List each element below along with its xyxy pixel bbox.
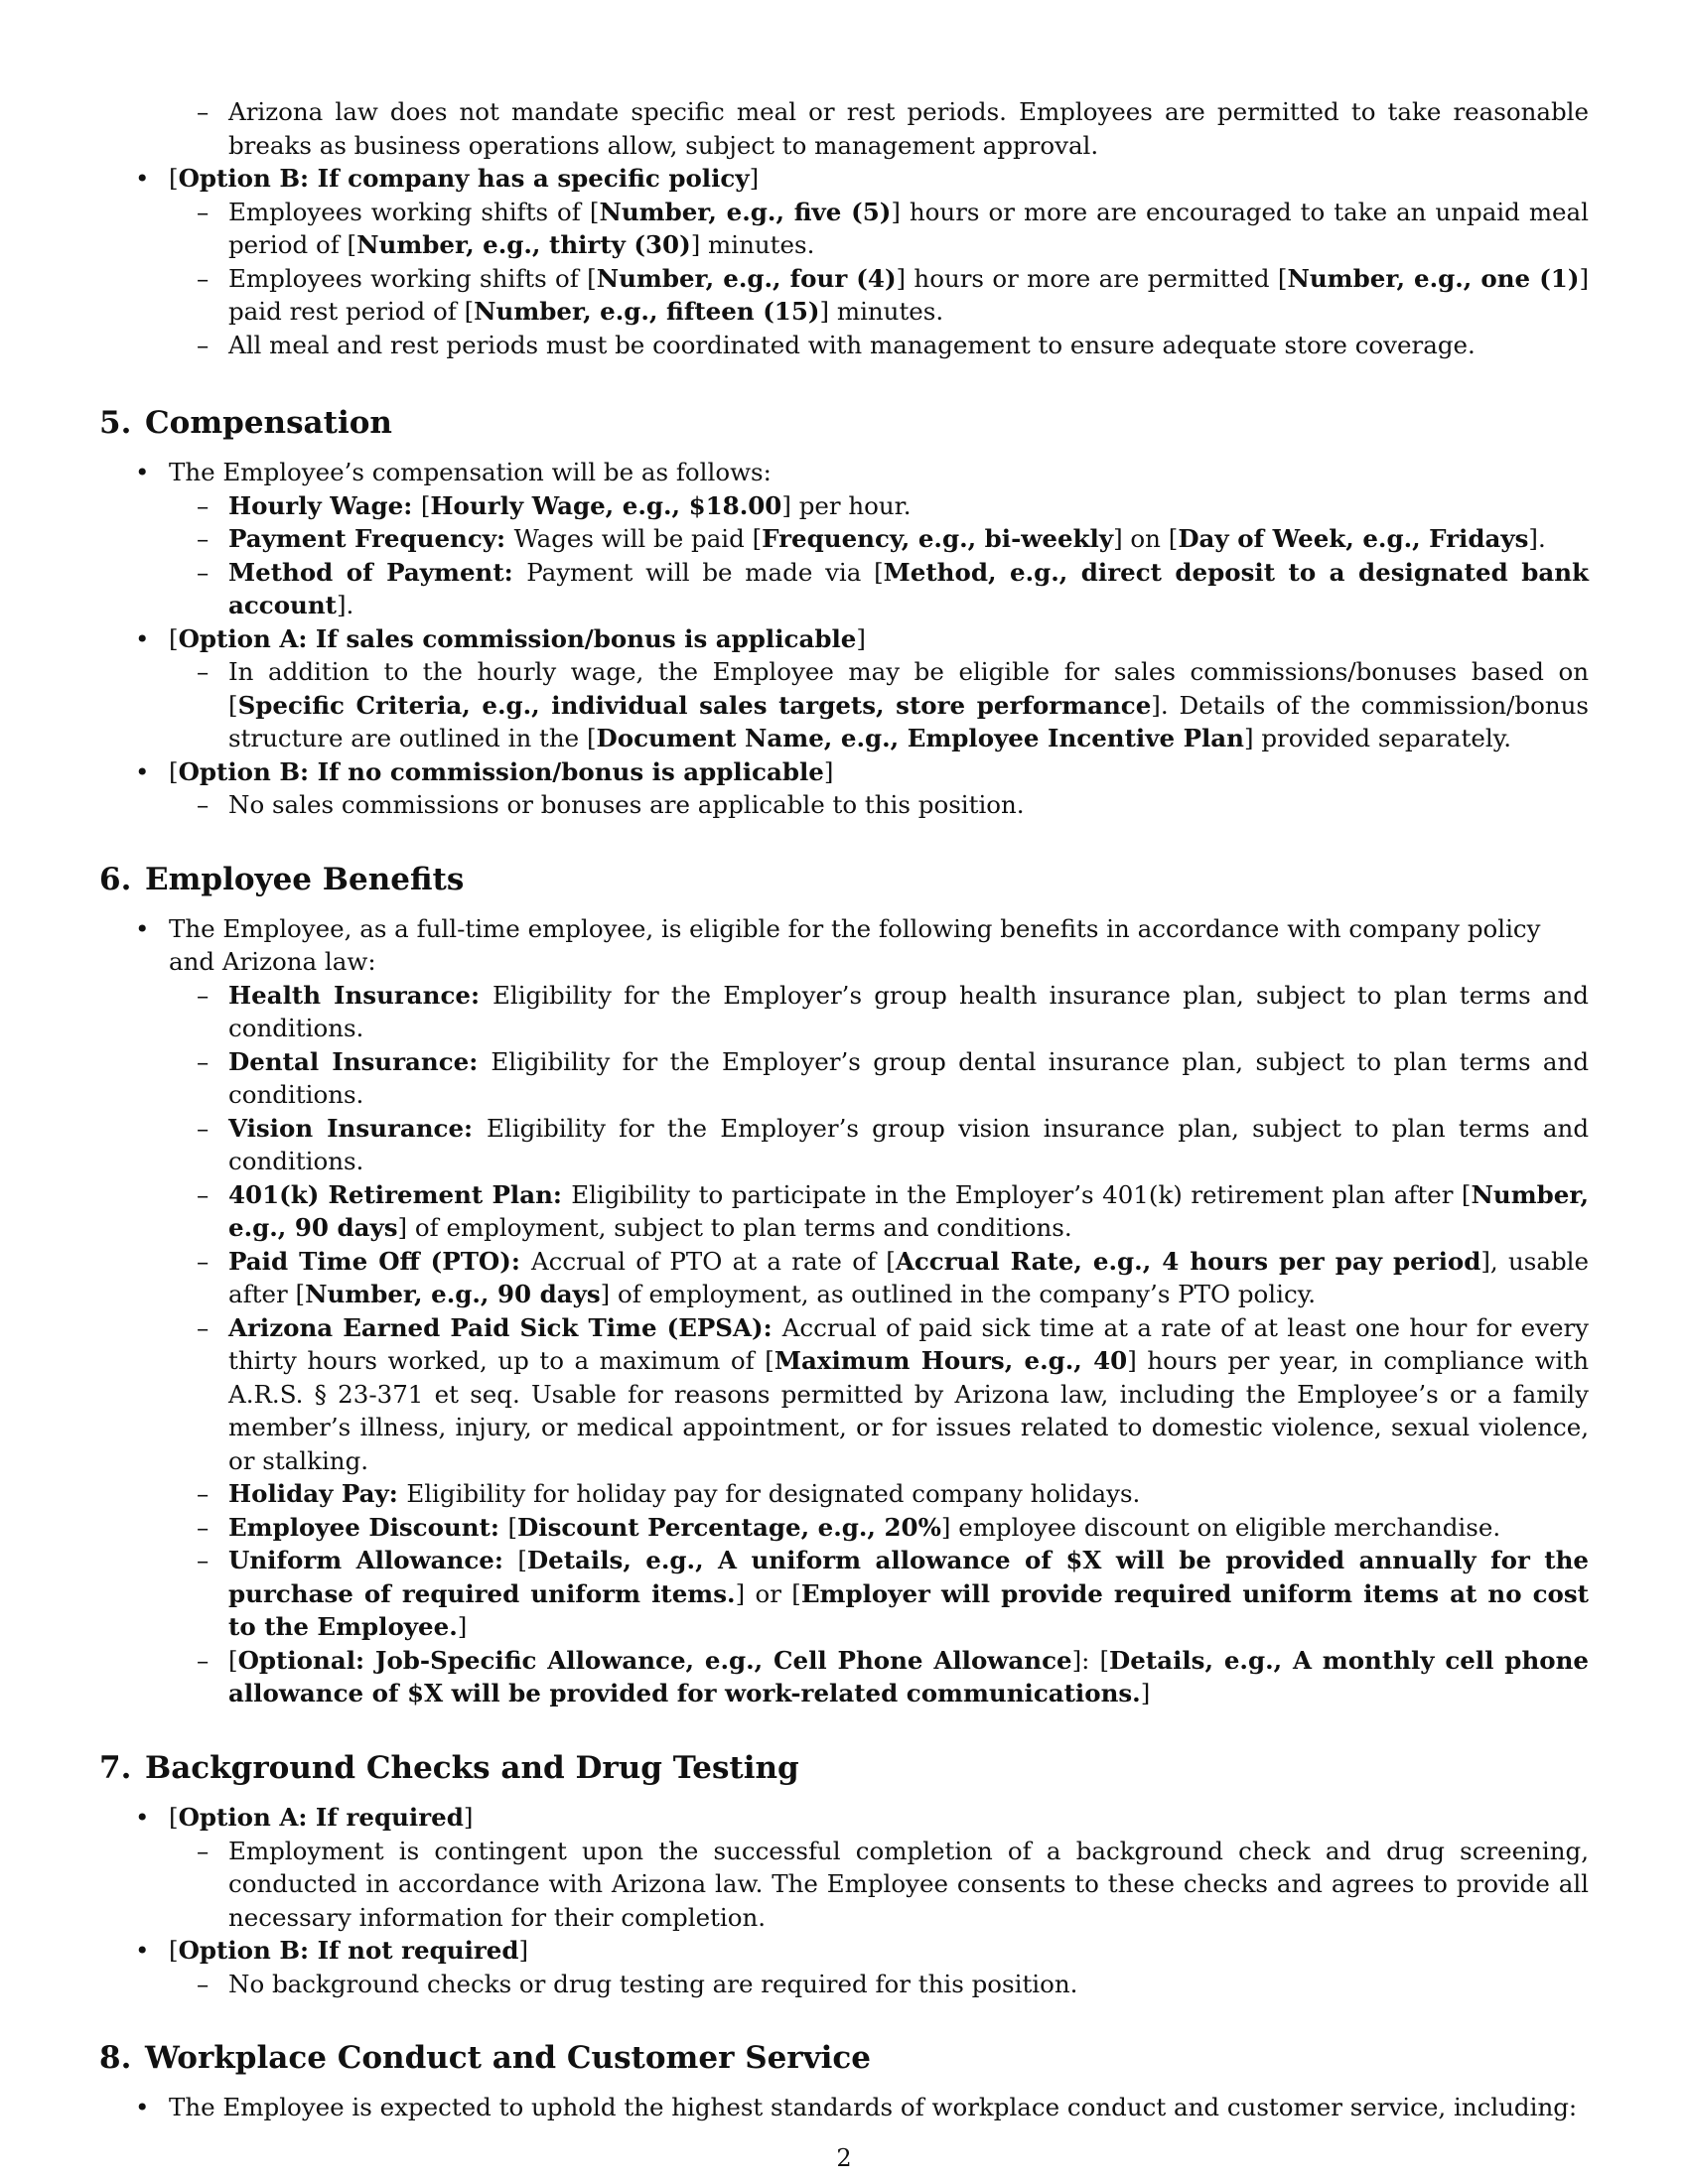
sub-list-item [99,1644,1589,1710]
text-run: ]. [337,591,354,620]
dash-marker: – [197,557,210,587]
text-run: ] paid rest period of [ [228,263,1589,326]
bold-text-run: Discount Percentage, e.g., 20% [517,1512,941,1542]
text-run: Accrual of PTO at a rate of [ [530,1246,896,1276]
bold-text-run: Method, e.g., direct deposit to a designated bank account [228,557,1589,620]
sub-list [99,1968,1589,2001]
section-heading [99,862,1589,898]
text-run: ] hours or more are permitted [ [896,263,1288,293]
sub-list-item [99,489,1589,523]
bold-text-run: Details, e.g., A uniform allowance of $X will be provided annually for the purchase of required uniform items. [228,1546,1589,1608]
text-run: The Employee’s compensation will be as follows: [169,458,772,487]
sub-list [99,655,1589,755]
bold-text-run: Hourly Wage: [228,490,421,520]
text-run: ] [1140,1679,1151,1708]
text-run: [ [169,1936,179,1966]
bold-text-run: Number, e.g., four (4) [596,263,897,293]
sub-list-item [99,1835,1589,1935]
bullet-list [99,1801,1589,2000]
sub-list-item [99,196,1589,262]
page-number: 2 [836,2144,852,2172]
section-title: Workplace Conduct and Customer Service [145,2040,872,2077]
bold-text-run: Accrual Rate, e.g., 4 hours per pay period [895,1246,1481,1276]
text-run: All meal and rest periods must be coordinated with management to ensure adequate store coverage. [228,330,1476,359]
bullet-marker: • [135,756,150,786]
text-run: ] [518,1936,529,1966]
bold-text-run: Uniform Allowance: [228,1546,518,1575]
sub-list-item [99,556,1589,622]
dash-marker: – [197,1546,210,1575]
sub-list-item [99,1045,1589,1112]
bullet-item [99,912,1589,1710]
text-run: Payment will be made via [ [526,557,884,587]
sub-list [99,196,1589,362]
bullet-item [99,2091,1589,2124]
dash-marker: – [197,1512,210,1542]
dash-marker: – [197,524,210,554]
bold-text-run: Number, e.g., 90 days [305,1280,601,1309]
sub-list-item [99,1544,1589,1644]
section-number: 7. [99,1749,132,1786]
bold-text-run: Payment Frequency: [228,524,514,554]
bullet-marker: • [135,2093,150,2122]
bold-text-run: Frequency, e.g., bi-weekly [762,524,1114,554]
text-run: [ [169,164,179,193]
text-run: Arizona law does not mandate specific meal or rest periods. Employees are permitted to take reasonable breaks as business operations allow, subject to management approval. [228,97,1589,160]
section [99,1750,1589,2000]
text-run: [ [517,1546,527,1575]
bold-text-run: Hourly Wage, e.g., $18.00 [430,490,782,520]
sub-list-item [99,522,1589,556]
text-run: ] or [ [735,1578,801,1608]
bullet-item [99,162,1589,361]
text-run: Employees working shifts of [ [228,197,600,226]
text-run: ] per hour. [781,490,912,520]
sub-list [99,788,1589,822]
text-run: ] [463,1803,474,1833]
bold-text-run: Number, e.g., one (1) [1287,263,1580,293]
bullet-marker: • [135,1936,150,1966]
dash-marker: – [197,490,210,520]
dash-marker: – [197,1479,210,1509]
text-run: [ [507,1512,518,1542]
bullet-label [169,912,1589,979]
text-run: [ [169,1803,179,1833]
bold-text-run: Option B: If company has a specific policy [178,164,750,193]
bold-text-run: Paid Time Off (PTO): [228,1246,531,1276]
text-run: Eligibility for the Employer’s group health insurance plan, subject to plan terms and conditions. [228,980,1589,1043]
bullet-marker: • [135,623,150,653]
bullet-item [99,622,1589,755]
text-run: ]. [1528,524,1546,554]
bold-text-run: Employee Discount: [228,1512,508,1542]
sub-list [99,979,1589,1710]
text-run: No sales commissions or bonuses are applicable to this position. [228,790,1025,820]
bold-text-run: Method of Payment: [228,557,527,587]
dash-marker: – [197,197,210,226]
dash-marker: – [197,1645,210,1675]
text-run: ]: [ [1071,1645,1110,1675]
section-number: 6. [99,861,132,897]
text-run: Accrual of paid sick time at a rate of at least one hour for every thirty hours worked, up to a maximum of [ [228,1312,1589,1376]
text-run: ] minutes. [819,297,944,326]
dash-marker: – [197,980,210,1010]
text-run: ] [749,164,760,193]
text-run: ] hours per year, in compliance with A.R.S. § 23-371 et seq. Usable for reasons permitted by Arizona law, including the Employee’s or a family member’s illness, injury, or medical appointment, or for issues related to domestic violence, sexual violence, or stalking. [228,1346,1590,1475]
bold-text-run: Number, e.g., fifteen (15) [474,297,820,326]
continued-list [99,95,1589,162]
dash-marker: – [197,1836,210,1865]
sub-list-item [99,1511,1589,1545]
section [99,2040,1589,2124]
dash-marker: – [197,1046,210,1076]
sub-list-item [99,1477,1589,1511]
bullet-label [169,1934,1589,1968]
bullet-marker: • [135,913,150,943]
sub-list-item [99,1178,1589,1245]
bold-text-run: Number, e.g., thirty (30) [356,230,691,259]
text-run: ] [856,623,866,653]
sub-list-item [99,788,1589,822]
dash-marker: – [197,263,210,293]
sub-list-item [99,1245,1589,1311]
text-run: The Employee is expected to uphold the highest standards of workplace conduct and customer service, including: [169,2093,1578,2122]
bold-text-run: Optional: Job-Specific Allowance, e.g., Cell Phone Allowance [237,1645,1072,1675]
bold-text-run: Day of Week, e.g., Fridays [1178,524,1529,554]
dash-marker: – [197,1312,210,1342]
bold-text-run: 401(k) Retirement Plan: [228,1179,572,1209]
bold-text-run: Health Insurance: [228,980,492,1010]
sub-list-item [99,1968,1589,2001]
sub-list-item [99,329,1589,362]
sub-list [99,1835,1589,1935]
dash-marker: – [197,330,210,359]
bold-text-run: Holiday Pay: [228,1479,407,1509]
bold-text-run: Arizona Earned Paid Sick Time (EPSA): [228,1312,782,1342]
text-run: ] on [ [1113,524,1179,554]
bullet-list [99,2091,1589,2124]
text-run: ] of employment, as outlined in the company’s PTO policy. [600,1280,1317,1309]
text-run: Eligibility for holiday pay for designated company holidays. [406,1479,1141,1509]
bold-text-run: Option B: If not required [178,1936,519,1966]
section-number: 5. [99,405,132,441]
bold-text-run: Vision Insurance: [228,1113,488,1143]
bold-text-run: Option B: If no commission/bonus is applicable [178,756,824,786]
bullet-marker: • [135,1803,150,1833]
dash-marker: – [197,97,210,126]
bullet-label [169,1801,1589,1835]
dash-marker: – [197,1246,210,1276]
text-run: Employment is contingent upon the successful completion of a background check and drug screening, conducted in accordance with Arizona law. The Employee consents to these checks and agrees to provide all necessary information for their completion. [228,1836,1589,1932]
bullet-label [169,162,1589,196]
bold-text-run: Number, e.g., five (5) [599,197,892,226]
document-page [99,95,1589,2124]
bold-text-run: Document Name, e.g., Employee Incentive Plan [596,724,1244,753]
text-run: [ [420,490,431,520]
text-run: ], usable after [ [228,1246,1589,1309]
dash-marker: – [197,1113,210,1143]
section [99,405,1589,822]
section-heading [99,405,1589,442]
section-heading [99,1750,1589,1787]
text-run: Eligibility to participate in the Employer’s 401(k) retirement plan after [ [571,1179,1472,1209]
section-title: Compensation [145,405,392,441]
text-run: ] hours or more are encouraged to take an unpaid meal period of [ [228,197,1589,259]
bold-text-run: Number, e.g., 90 days [228,1179,1589,1243]
bold-text-run: Option A: If required [178,1803,464,1833]
text-run: The Employee, as a full-time employee, is eligible for the following benefits in accordance with company policy and Arizona law: [169,913,1541,977]
bullet-label [169,755,1589,789]
sub-list-item [99,95,1589,162]
bullet-item [99,1801,1589,1934]
bold-text-run: Employer will provide required uniform items at no cost to the Employee. [228,1578,1589,1642]
text-run: No background checks or drug testing are required for this position. [228,1969,1078,1998]
bold-text-run: Dental Insurance: [228,1046,492,1076]
sub-list-item [99,262,1589,329]
bullet-list [99,912,1589,1710]
bold-text-run: Option A: If sales commission/bonus is applicable [178,623,857,653]
bullet-label [169,622,1589,656]
sub-list-item [99,1311,1589,1478]
sub-list [99,489,1589,622]
text-run: ] [823,756,834,786]
bullet-marker: • [135,164,150,193]
text-run: Employees working shifts of [ [228,263,597,293]
bold-text-run: Specific Criteria, e.g., individual sales targets, store performance [237,690,1152,720]
text-run: [ [169,756,179,786]
continued-options [99,162,1589,361]
text-run: Eligibility for the Employer’s group vision insurance plan, subject to plan terms and conditions. [228,1113,1589,1176]
text-run: ]. Details of the commission/bonus structure are outlined in the [ [228,690,1589,753]
bullet-list [99,456,1589,822]
text-run: Wages will be paid [ [513,524,763,554]
bullet-item [99,456,1589,622]
dash-marker: – [197,1179,210,1209]
section-heading [99,2040,1589,2077]
dash-marker: – [197,790,210,820]
sub-list-item [99,1112,1589,1178]
text-run: [ [228,1645,238,1675]
dash-marker: – [197,657,210,687]
bullet-item [99,755,1589,822]
bullet-label [169,456,1589,489]
sub-list-item [99,979,1589,1045]
section [99,862,1589,1710]
text-run: ] [457,1612,468,1642]
sections [99,405,1589,2124]
section-title: Background Checks and Drug Testing [145,1749,799,1786]
bold-text-run: Maximum Hours, e.g., 40 [774,1346,1128,1376]
text-run: ] of employment, subject to plan terms and conditions. [397,1213,1072,1243]
text-run: ] employee discount on eligible merchandise. [940,1512,1501,1542]
text-run: In addition to the hourly wage, the Employee may be eligible for sales commissions/bonuses based on [ [228,657,1589,720]
dash-marker: – [197,1969,210,1998]
sub-list-item [99,655,1589,755]
text-run: Eligibility for the Employer’s group dental insurance plan, subject to plan terms and conditions. [228,1046,1589,1110]
text-run: ] minutes. [690,230,815,259]
bullet-label [169,2091,1589,2124]
text-run: [ [169,623,179,653]
bullet-marker: • [135,458,150,487]
section-title: Employee Benefits [145,861,465,897]
bold-text-run: Details, e.g., A monthly cell phone allowance of $X will be provided for work-related communications. [228,1645,1589,1708]
bullet-item [99,1934,1589,2000]
section-number: 8. [99,2040,132,2077]
text-run: ] provided separately. [1244,724,1512,753]
